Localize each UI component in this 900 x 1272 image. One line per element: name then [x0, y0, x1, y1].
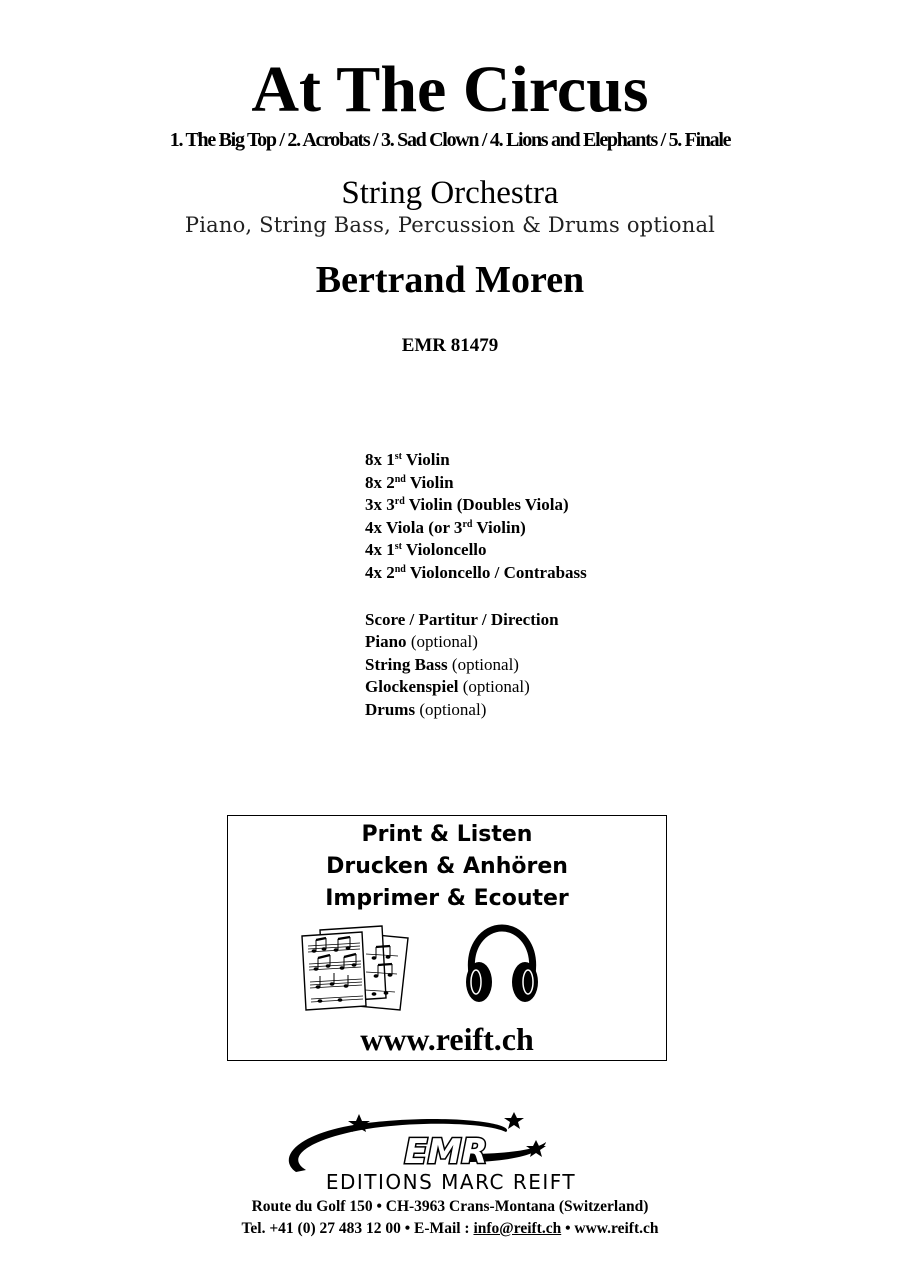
publisher-contact: Tel. +41 (0) 27 483 12 00 • E-Mail : info@reift.ch • www.reift.ch: [241, 1220, 659, 1237]
sheet-music-icon: [300, 924, 415, 1012]
publisher-name: EDITIONS MARC REIFT: [325, 1170, 577, 1194]
extra-item: Glockenspiel (optional): [365, 677, 530, 697]
emr-publisher-logo: [256, 1110, 646, 1194]
print-listen-box: [227, 815, 667, 1061]
extra-item: Drums (optional): [365, 699, 487, 719]
promo-line-imprimer: Imprimer & Ecouter: [325, 886, 569, 911]
page-title: At The Circus: [251, 53, 649, 126]
catalog-number: EMR 81479: [401, 335, 499, 356]
publisher-address: Route du Golf 150 • CH-3963 Crans-Montana (Switzerland): [251, 1198, 649, 1215]
promo-line-drucken: Drucken & Anhören: [326, 854, 568, 879]
part-item: 4x 1st Violoncello: [365, 540, 487, 560]
parts-list: [365, 449, 587, 722]
part-item: 8x 1st Violin: [365, 450, 450, 469]
promo-website-link[interactable]: www.reift.ch: [360, 1021, 534, 1057]
part-item: 4x Viola (or 3rd Violin): [365, 517, 526, 537]
optional-instruments: Piano, String Bass, Percussion & Drums optional: [184, 213, 716, 237]
part-item: 3x 3rd Violin (Doubles Viola): [365, 495, 569, 515]
extra-item: Piano (optional): [365, 632, 478, 652]
promo-line-print-listen: Print & Listen: [361, 822, 533, 847]
extra-item: Score / Partitur / Direction: [365, 609, 559, 629]
composer-name: Bertrand Moren: [315, 259, 585, 301]
ensemble-label: String Orchestra: [341, 175, 559, 211]
movements-subtitle: 1. The Big Top / 2. Acrobats / 3. Sad Clown / 4. Lions and Elephants / 5. Finale: [169, 129, 731, 151]
email-link[interactable]: info@reift.ch: [473, 1220, 562, 1237]
part-item: 4x 2nd Violoncello / Contrabass: [365, 562, 587, 582]
part-item: 8x 2nd Violin: [365, 472, 454, 492]
headphones-icon: [462, 924, 542, 1006]
extra-item: String Bass (optional): [365, 654, 519, 674]
logo-emr-text: EMR: [404, 1132, 488, 1172]
